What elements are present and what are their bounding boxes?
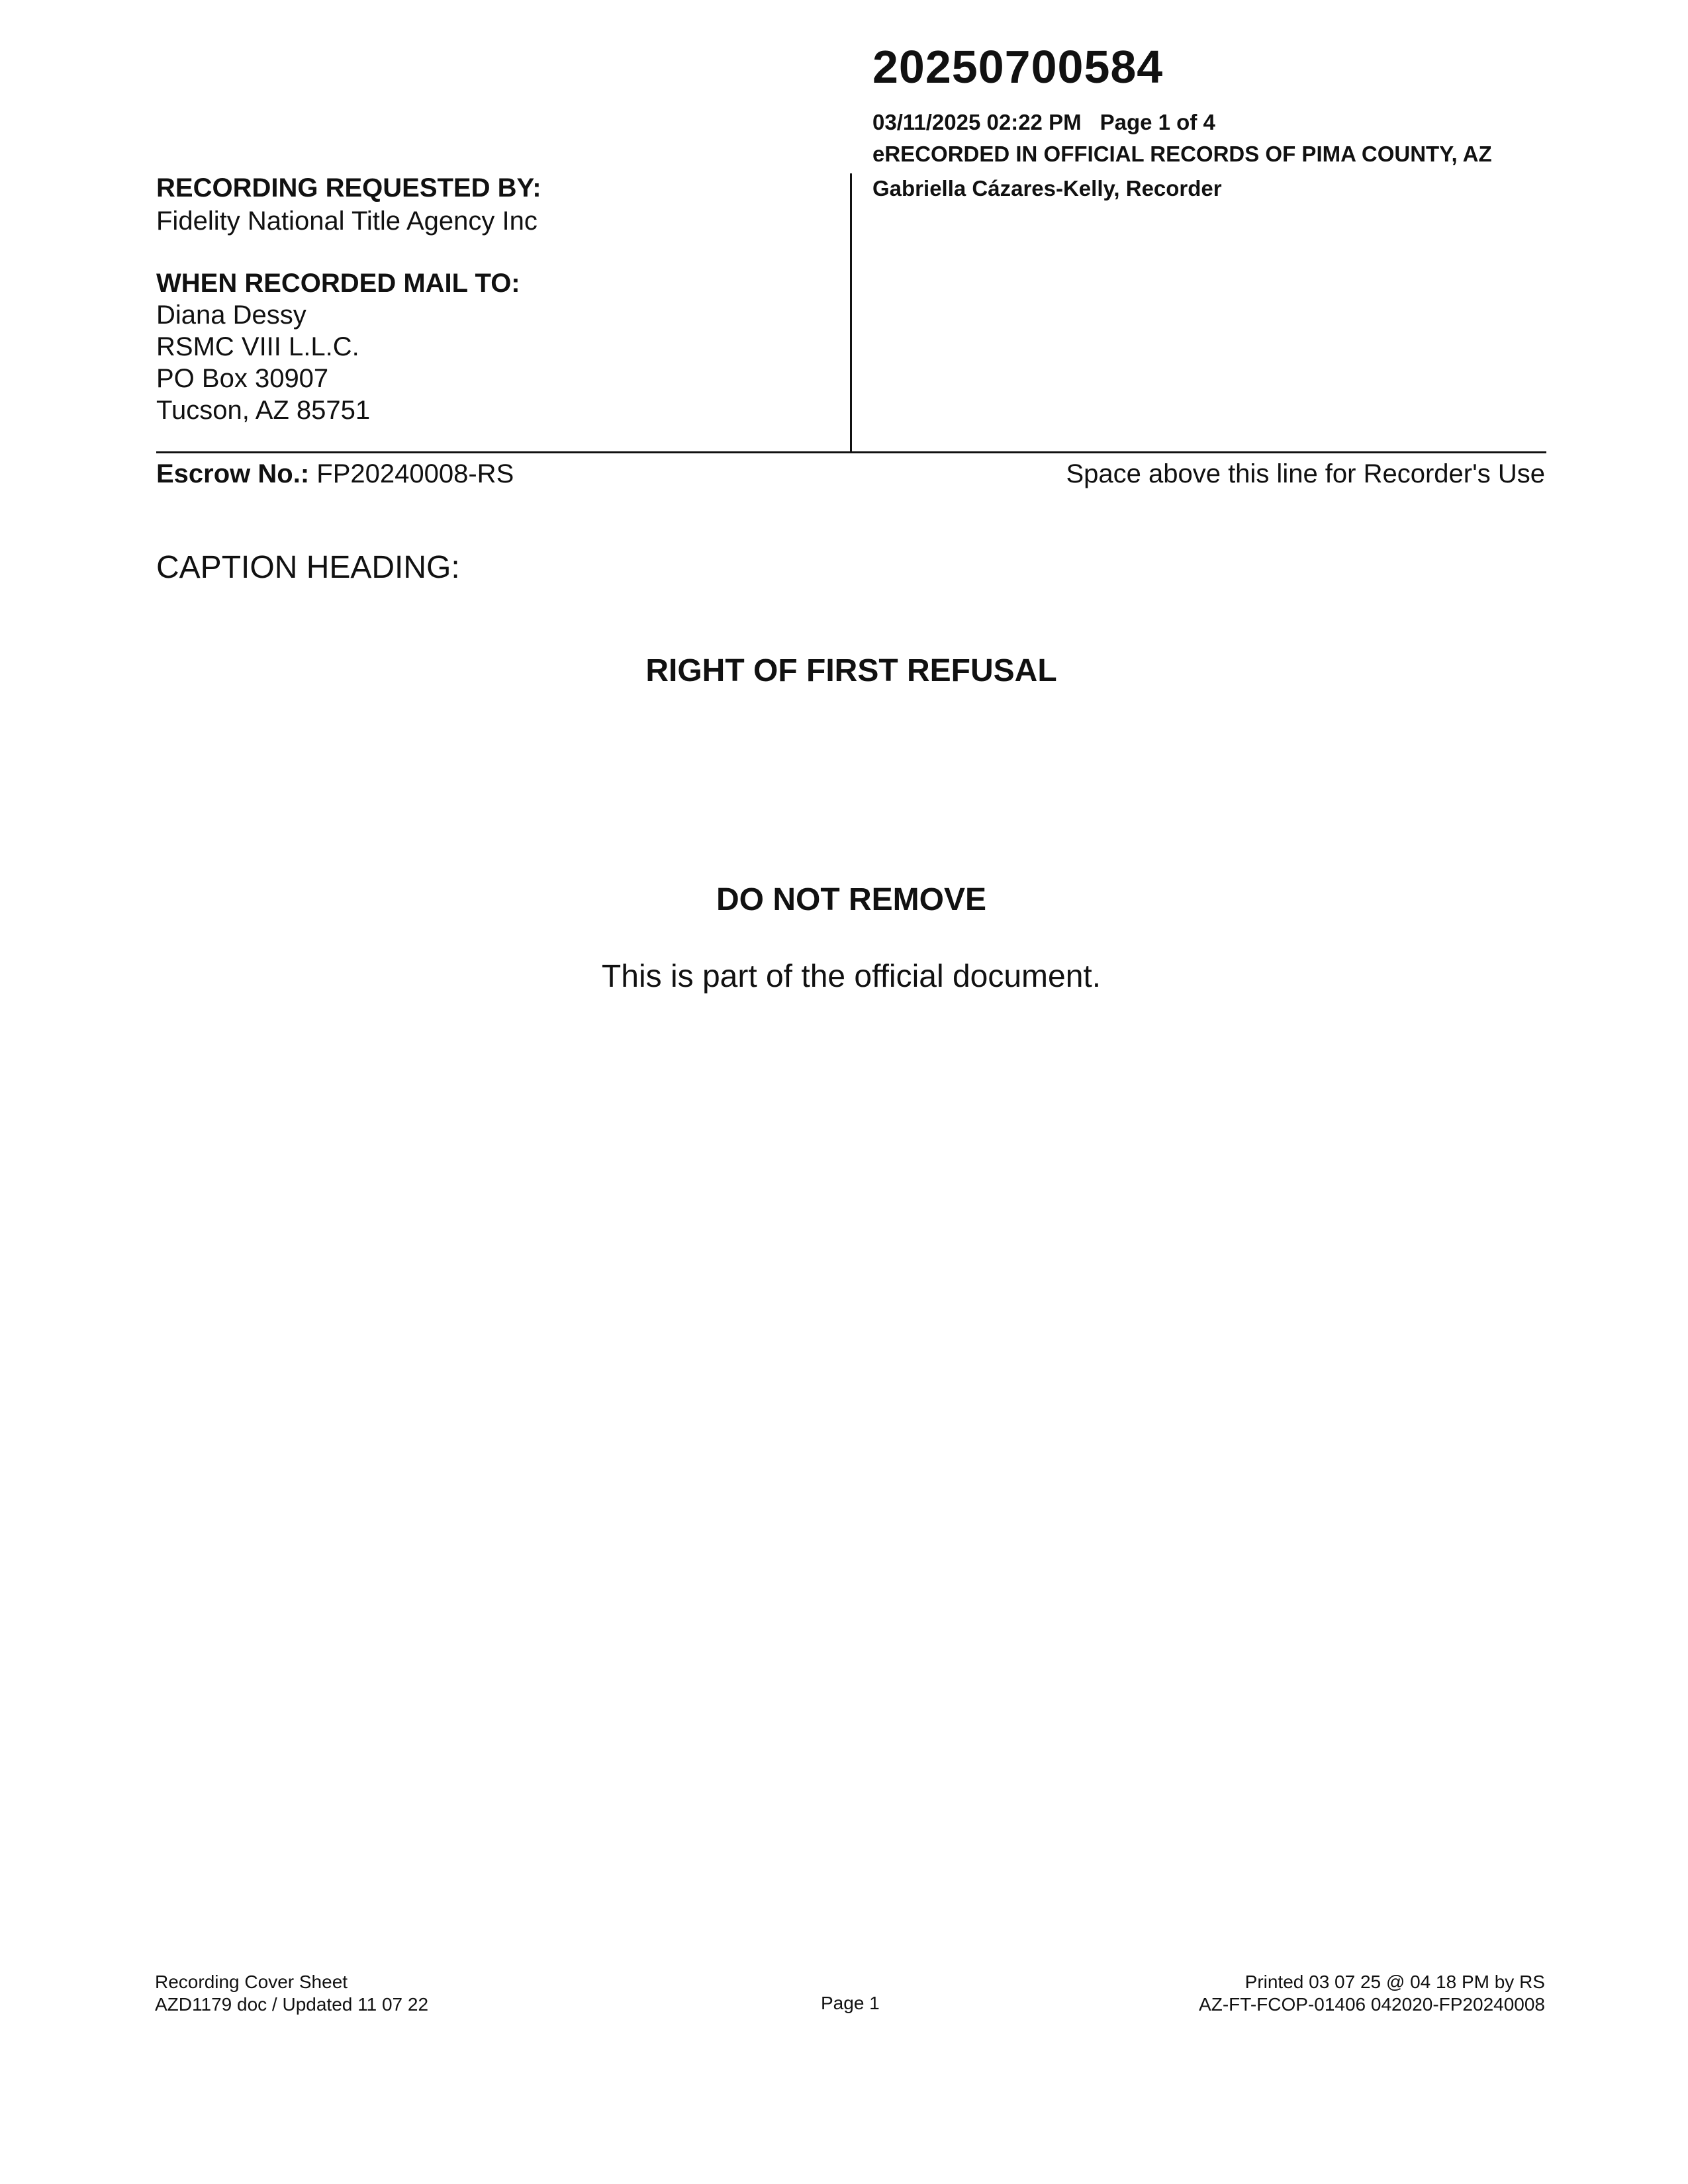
footer-printed: Printed 03 07 25 @ 04 18 PM by RS	[1244, 1972, 1545, 1992]
do-not-remove-heading: DO NOT REMOVE	[716, 882, 987, 917]
footer-form-version: AZD1179 doc / Updated 11 07 22	[155, 1994, 429, 2015]
mail-to-city: Tucson, AZ 85751	[156, 396, 371, 425]
mail-to-company: RSMC VIII L.L.C.	[156, 332, 359, 361]
recording-requested-by-value: Fidelity National Title Agency Inc	[156, 206, 538, 236]
caption-heading: CAPTION HEADING:	[156, 550, 460, 585]
document-number: 20250700584	[872, 41, 1164, 93]
mail-to-po-box: PO Box 30907	[156, 364, 329, 393]
escrow-label: Escrow No.:	[156, 459, 310, 488]
recorder-name: Gabriella Cázares-Kelly, Recorder	[872, 176, 1222, 201]
mail-to-label: WHEN RECORDED MAIL TO:	[156, 269, 520, 298]
footer-page-number: Page 1	[821, 1993, 880, 2013]
footer-left	[155, 1971, 428, 2016]
mail-to-name: Diana Dessy	[156, 300, 306, 330]
footer-right	[1199, 1971, 1545, 2016]
recorder-box-divider	[850, 173, 852, 453]
recording-datetime-line	[872, 111, 1215, 133]
page-count: Page 1 of 4	[1100, 110, 1215, 134]
recording-requested-by-label: RECORDING REQUESTED BY:	[156, 173, 541, 203]
official-document-notice: This is part of the official document.	[601, 959, 1102, 994]
recording-datetime: 03/11/2025 02:22 PM	[872, 110, 1082, 134]
footer-form-name: Recording Cover Sheet	[155, 1972, 348, 1992]
recorder-space-note: Space above this line for Recorder's Use	[1066, 459, 1545, 488]
mail-to-address	[156, 299, 370, 426]
escrow-value: FP20240008-RS	[316, 459, 514, 488]
recorder-space-line	[156, 451, 1546, 453]
document-title: RIGHT OF FIRST REFUSAL	[645, 653, 1057, 688]
escrow-number	[156, 458, 514, 490]
erecorded-notice: eRECORDED IN OFFICIAL RECORDS OF PIMA COUNTY, AZ	[872, 142, 1492, 166]
footer-file-id: AZ-FT-FCOP-01406 042020-FP20240008	[1199, 1994, 1545, 2015]
